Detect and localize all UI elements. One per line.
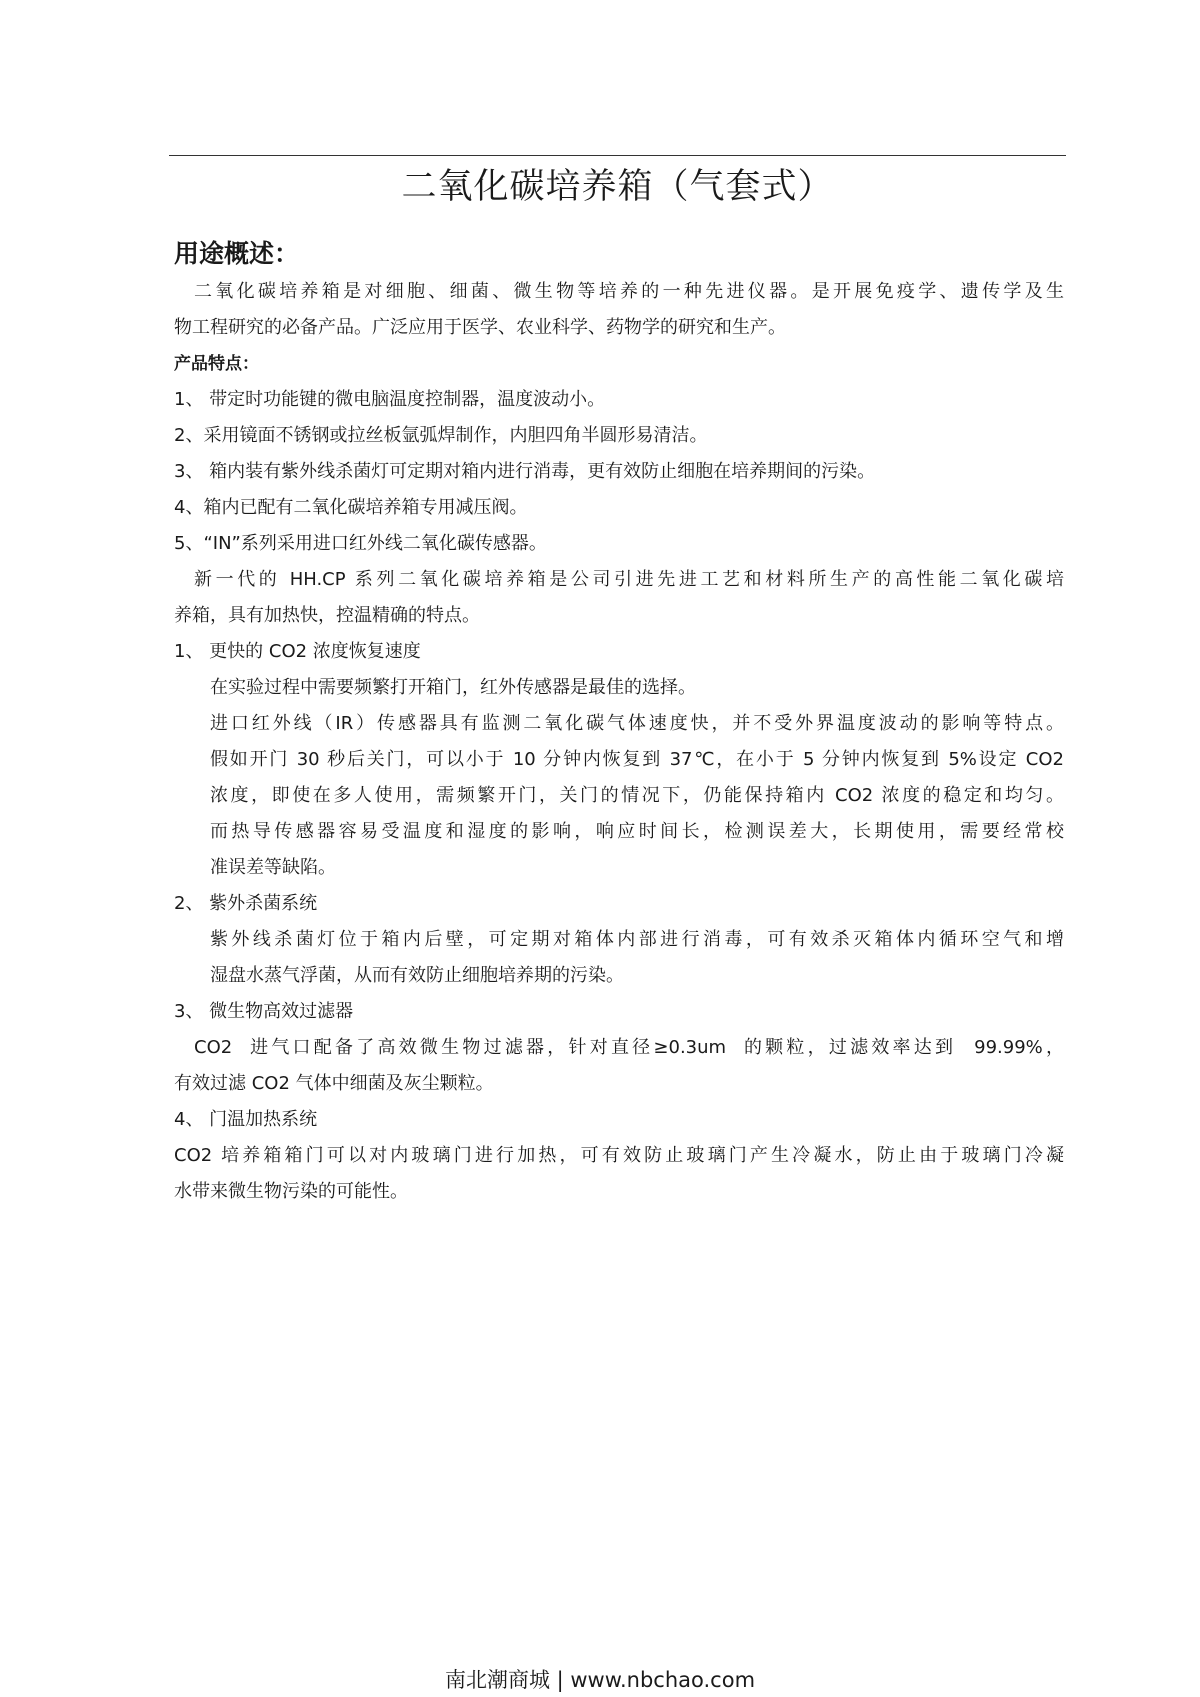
section-4-line-2: 水带来微生物污染的可能性。 <box>174 1181 408 1202</box>
document-title: 二氧化碳培养箱（气套式） <box>401 167 834 207</box>
section-3-line-1: CO2 进气口配备了高效微生物过滤器，针对直径≥0.3um 的颗粒，过滤效率达到 99.99%， <box>194 1037 1064 1058</box>
section-2-line-1: 紫外线杀菌灯位于箱内后壁，可定期对箱体内部进行消毒，可有效杀灭箱体内循环空气和增 <box>210 929 1064 950</box>
section-2-heading: 2、 紫外杀菌系统 <box>174 893 318 914</box>
section-1-line-5: 而热导传感器容易受温度和湿度的影响，响应时间长，检测误差大，长期使用，需要经常校 <box>210 821 1064 842</box>
new-gen-line-1: 新一代的 HH.CP 系列二氧化碳培养箱是公司引进先进工艺和材料所生产的高性能二氧化碳培 <box>194 569 1064 590</box>
features-label: 产品特点： <box>174 354 259 374</box>
intro-line-2: 物工程研究的必备产品。广泛应用于医学、农业科学、药物学的研究和生产。 <box>174 317 786 338</box>
feature-item-3: 3、 箱内装有紫外线杀菌灯可定期对箱内进行消毒，更有效防止细胞在培养期间的污染。 <box>174 461 876 482</box>
usage-heading: 用途概述： <box>174 239 300 268</box>
section-3-line-2: 有效过滤 CO2 气体中细菌及灰尘颗粒。 <box>174 1073 494 1094</box>
section-1-line-4: 浓度，即使在多人使用，需频繁开门，关门的情况下，仍能保持箱内 CO2 浓度的稳定和均匀。 <box>210 785 1064 806</box>
section-4-heading: 4、 门温加热系统 <box>174 1109 318 1130</box>
feature-item-4: 4、箱内已配有二氧化碳培养箱专用减压阀。 <box>174 497 528 518</box>
header-rule <box>169 155 1066 156</box>
section-1-line-6: 准误差等缺陷。 <box>210 857 336 878</box>
feature-item-1: 1、 带定时功能键的微电脑温度控制器，温度波动小。 <box>174 389 606 410</box>
section-4-line-1: CO2 培养箱箱门可以对内玻璃门进行加热，可有效防止玻璃门产生冷凝水，防止由于玻璃门冷凝 <box>174 1145 1064 1166</box>
section-1-line-1: 在实验过程中需要频繁打开箱门，红外传感器是最佳的选择。 <box>210 677 696 698</box>
section-3-heading: 3、 微生物高效过滤器 <box>174 1001 354 1022</box>
document-body <box>174 234 1064 1210</box>
feature-item-5: 5、“IN”系列采用进口红外线二氧化碳传感器。 <box>174 533 547 554</box>
section-1-line-3: 假如开门 30 秒后关门，可以小于 10 分钟内恢复到 37℃，在小于 5 分钟内恢复到 5%设定 CO2 <box>210 749 1064 770</box>
feature-item-2: 2、采用镜面不锈钢或拉丝板氩弧焊制作，内胆四角半圆形易清洁。 <box>174 425 708 446</box>
section-1-line-2: 进口红外线（IR）传感器具有监测二氧化碳气体速度快，并不受外界温度波动的影响等特点。 <box>210 713 1064 734</box>
intro-line-1: 二氧化碳培养箱是对细胞、细菌、微生物等培养的一种先进仪器。是开展免疫学、遗传学及生 <box>194 281 1064 302</box>
footer-watermark: 南北潮商城 | www.nbchao.com <box>444 1668 756 1692</box>
section-1-heading: 1、 更快的 CO2 浓度恢复速度 <box>174 641 421 662</box>
new-gen-line-2: 养箱，具有加热快，控温精确的特点。 <box>174 605 480 626</box>
section-2-line-2: 湿盘水蒸气浮菌，从而有效防止细胞培养期的污染。 <box>210 965 624 986</box>
